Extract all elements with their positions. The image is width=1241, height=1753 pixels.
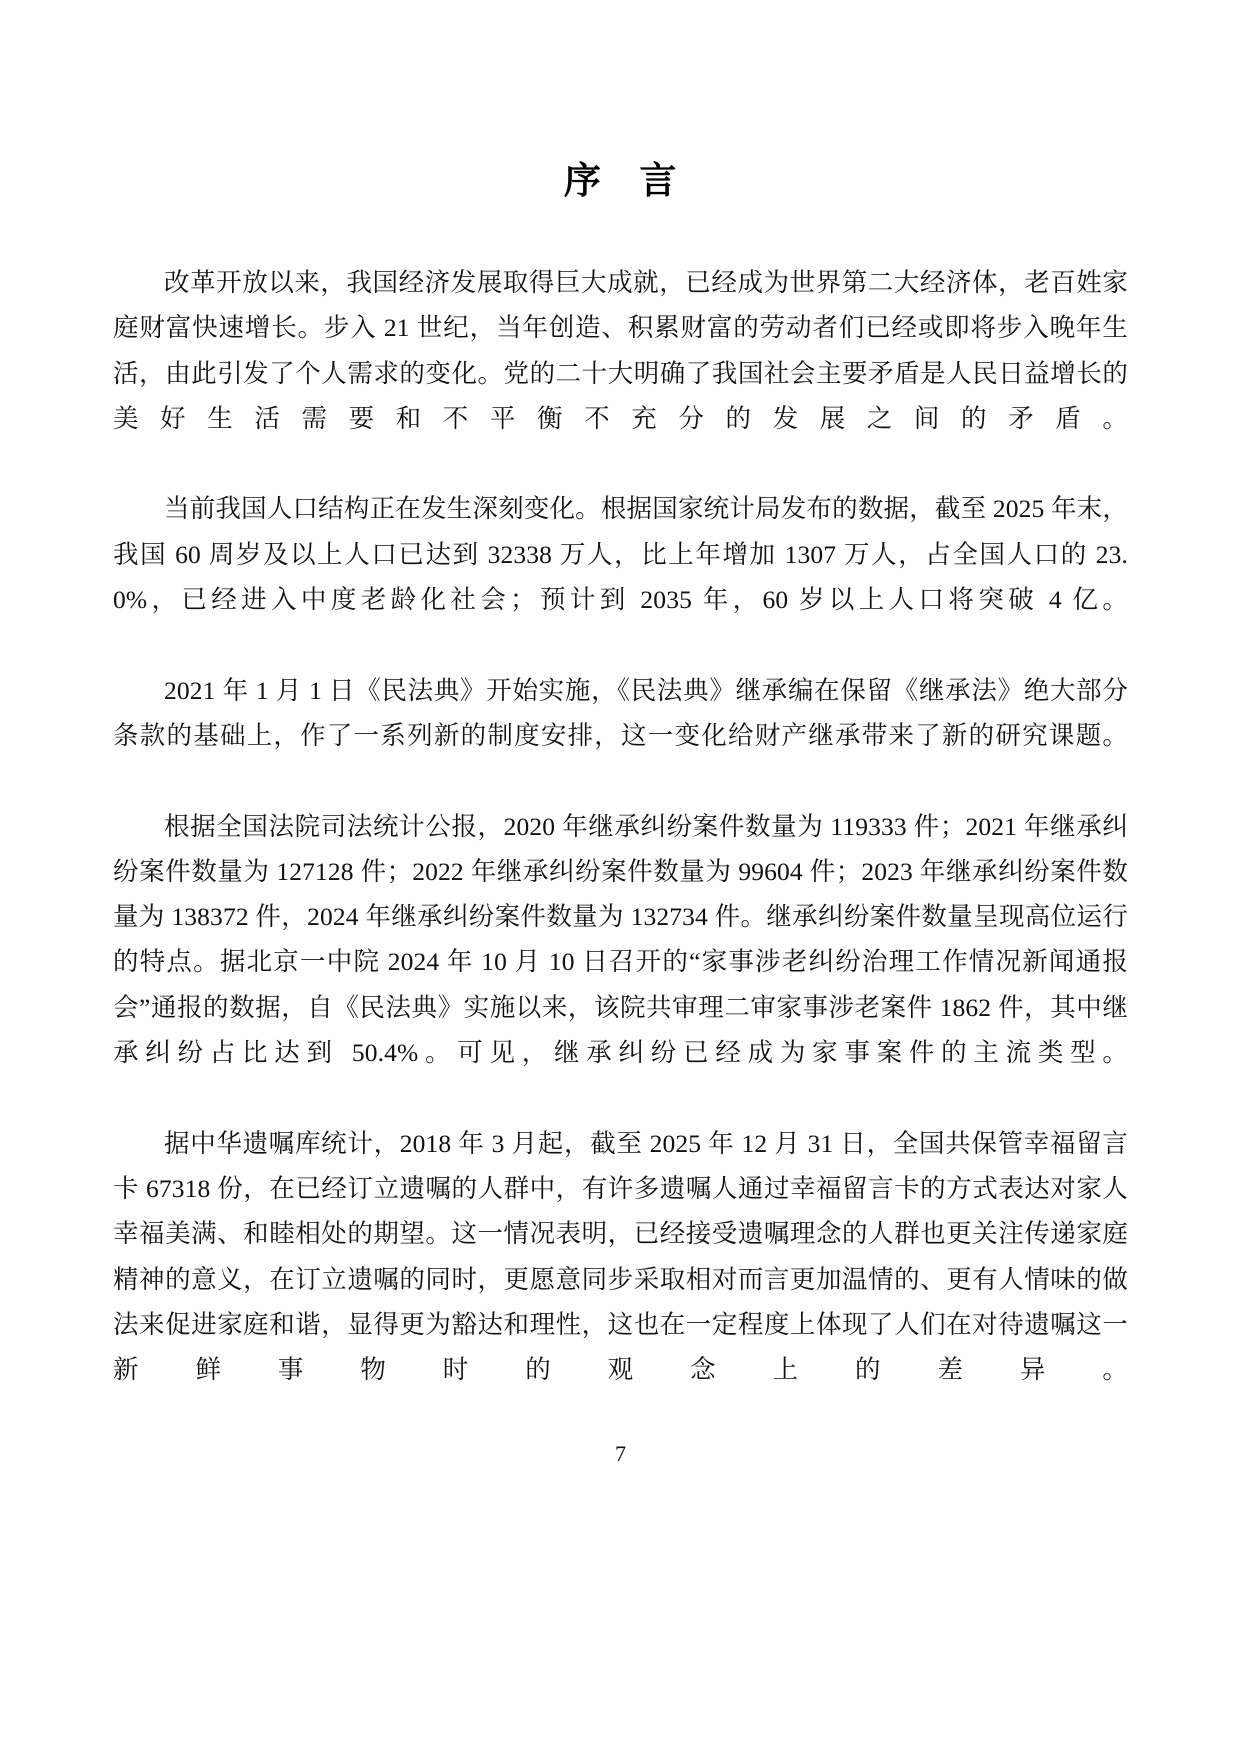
paragraph-5: 据中华遗嘱库统计，2018 年 3 月起，截至 2025 年 12 月 31 日，全国共保管幸福留言卡 67318 份，在已经订立遗嘱的人群中，有许多遗嘱人通过幸福留言卡的方式表达对家人幸福美满、和睦相处的期望。这一情况表明，已经接受遗嘱理念的人群也更关注传递家庭精神的意义，在订立遗嘱的同时，更愿意同步采取相对而言更加温情的、更有人情味的做法来促进家庭和谐，显得更为豁达和理性，这也在一定程度上体现了人们在对待遗嘱这一新鲜事物时的观念上的差异。 <box>113 1128 1128 1385</box>
page-number: 7 <box>615 1441 626 1466</box>
paragraph-1: 改革开放以来，我国经济发展取得巨大成就，已经成为世界第二大经济体，老百姓家庭财富快速增长。步入 21 世纪，当年创造、积累财富的劳动者们已经或即将步入晚年生活，由此引发了个人需求的变化。党的二十大明确了我国社会主要矛盾是人民日益增长的美好生活需要和不平衡不充分的发展之间的矛盾。 <box>113 268 1128 433</box>
paragraph-3: 2021 年 1 月 1 日《民法典》开始实施，《民法典》继承编在保留《继承法》绝大部分条款的基础上，作了一系列新的制度安排，这一变化给财产继承带来了新的研究课题。 <box>113 675 1128 750</box>
paragraph-4: 根据全国法院司法统计公报，2020 年继承纠纷案件数量为 119333 件；2021 年继承纠纷案件数量为 127128 件；2022 年继承纠纷案件数量为 99604 件；2023 年继承纠纷案件数量为 138372 件，2024 年继承纠纷案件数量为 132734 件。继承纠纷案件数量呈现高位运行的特点。据北京一中院 2024 年 10 月 10 日召开的“家事涉老纠纷治理工作情况新闻通报会”通报的数据，自《民法典》实施以来，该院共审理二审家事涉老案件 1862 件，其中继承纠纷占比达到 50.4%。可见，继承纠纷已经成为家事案件的主流类型。 <box>113 811 1128 1068</box>
page-title: 序 言 <box>563 161 678 202</box>
paragraph-2: 当前我国人口结构正在发生深刻变化。根据国家统计局发布的数据，截至 2025 年末，我国 60 周岁及以上人口已达到 32338 万人，比上年增加 1307 万人，占全国人口的 23.0%，已经进入中度老龄化社会；预计到 2035 年，60 岁以上人口将突破 4 亿。 <box>113 494 1128 615</box>
body-text <box>113 260 1128 1438</box>
page-content <box>113 0 1128 1438</box>
